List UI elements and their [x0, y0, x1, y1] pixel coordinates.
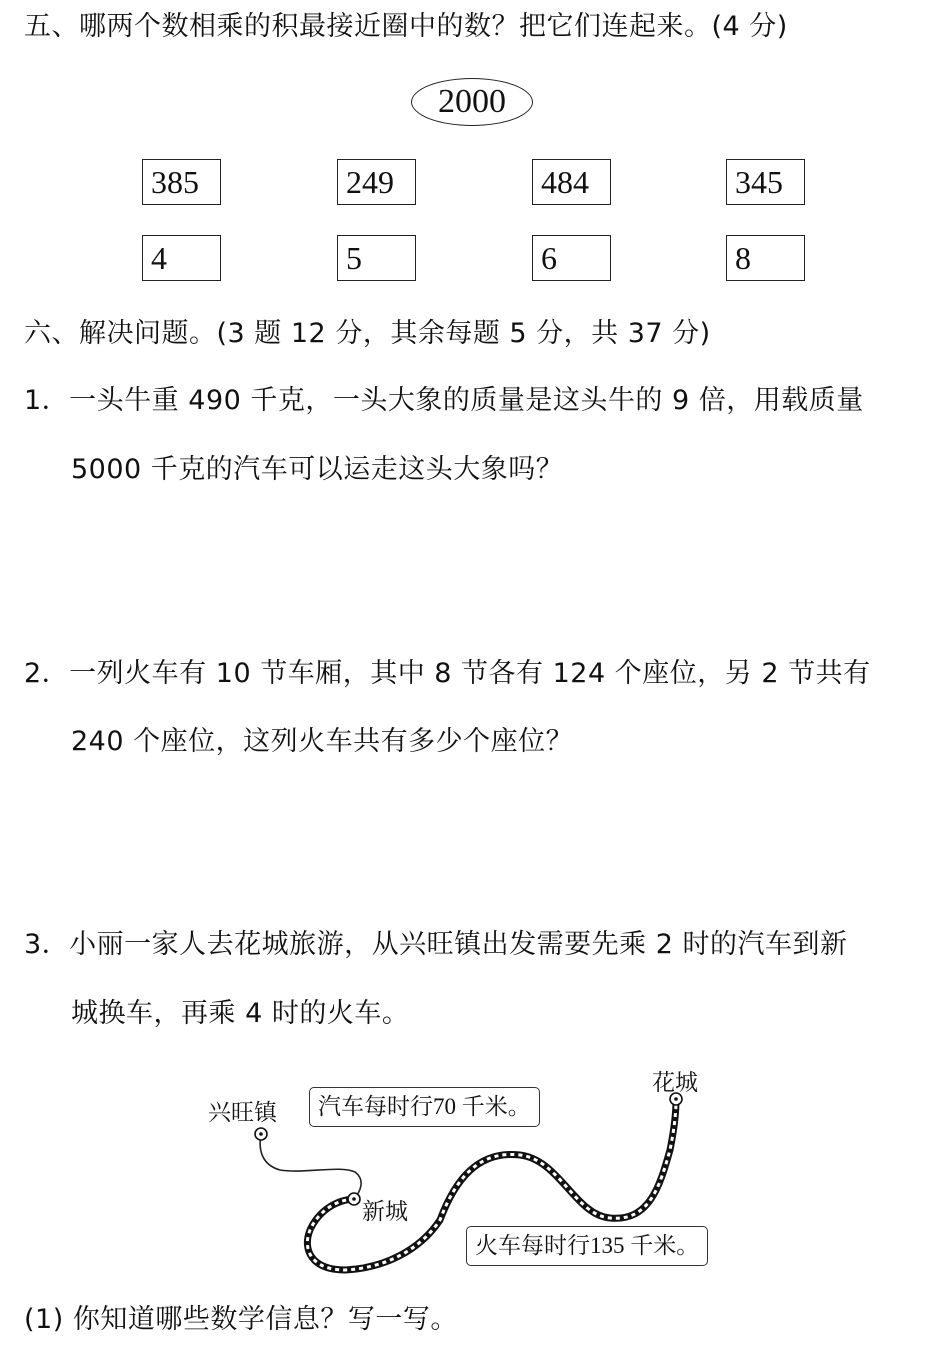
- bottom-number-box[interactable]: 4: [142, 235, 221, 281]
- train-speed-callout: 火车每时行135 千米。: [466, 1226, 708, 1266]
- top-number-box[interactable]: 345: [726, 159, 805, 205]
- bus-route-path: [260, 1134, 361, 1199]
- question-2-line-1: 2．一列火车有 10 节车厢，其中 8 节各有 124 个座位，另 2 节共有: [24, 658, 871, 689]
- end-station-label: 花城: [652, 1070, 698, 1095]
- transfer-station-label: 新城: [362, 1199, 408, 1224]
- start-station-label: 兴旺镇: [208, 1100, 277, 1125]
- top-number-box[interactable]: 249: [337, 159, 416, 205]
- section6-heading: 六、解决问题。(3 题 12 分，其余每题 5 分，共 37 分): [24, 318, 711, 349]
- question-3-line-1: 3．小丽一家人去花城旅游，从兴旺镇出发需要先乘 2 时的汽车到新: [24, 929, 848, 960]
- bus-speed-callout: 汽车每时行70 千米。: [309, 1087, 540, 1127]
- station-start-icon: [255, 1128, 267, 1140]
- bottom-number-box[interactable]: 8: [726, 235, 805, 281]
- top-number-box[interactable]: 484: [532, 159, 611, 205]
- top-number-box[interactable]: 385: [142, 159, 221, 205]
- bottom-number-box[interactable]: 6: [532, 235, 611, 281]
- station-transfer-icon: [348, 1193, 360, 1205]
- question-1-line-1: 1．一头牛重 490 千克，一头大象的质量是这头牛的 9 倍，用载质量: [24, 385, 864, 416]
- target-number-oval: 2000: [411, 78, 533, 126]
- section5-heading: 五、哪两个数相乘的积最接近圈中的数？把它们连起来。(4 分): [24, 11, 788, 42]
- question-2-line-2: 240 个座位，这列火车共有多少个座位？: [71, 726, 574, 757]
- question-1-line-2: 5000 千克的汽车可以运走这头大象吗？: [71, 454, 564, 485]
- question-3-line-2: 城换车，再乘 4 时的火车。: [71, 998, 410, 1029]
- question-3-sub-1: (1) 你知道哪些数学信息？写一写。: [24, 1304, 458, 1335]
- bottom-number-box[interactable]: 5: [337, 235, 416, 281]
